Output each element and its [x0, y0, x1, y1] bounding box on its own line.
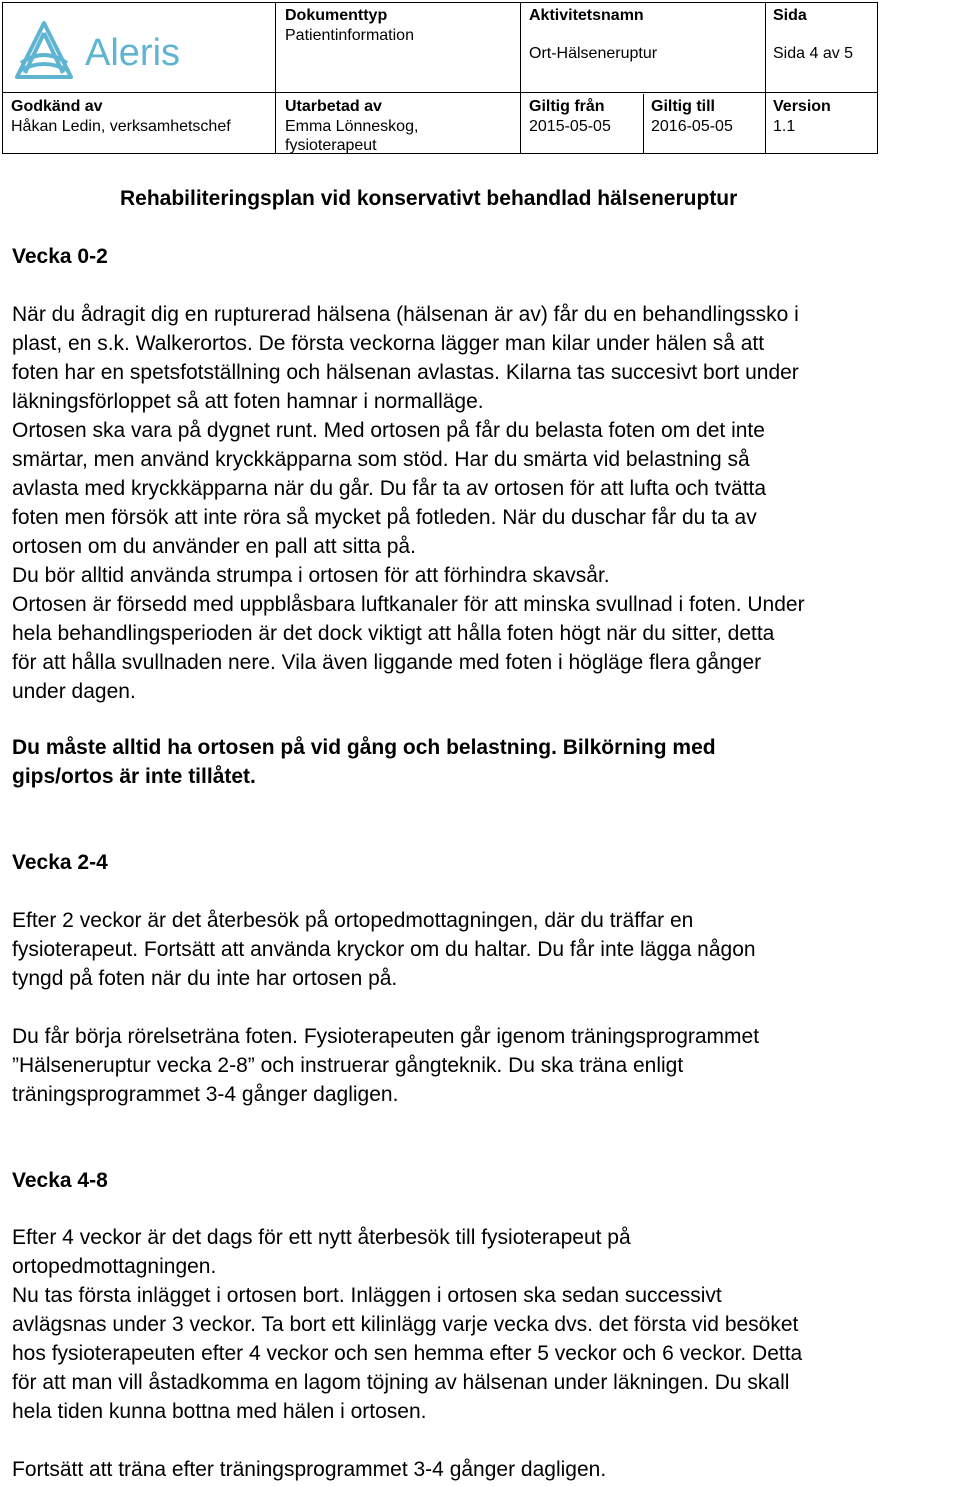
section-heading-week-0-2: Vecka 0-2 [12, 245, 108, 268]
page-label: Sida [773, 7, 807, 24]
paragraph-line: foten har en spetsfotställning och hälsenan avlastas. Kilarna tas succesivt bort under [12, 361, 799, 384]
author-value-name: Emma Lönneskog, [285, 118, 419, 135]
doc-type-value: Patientinformation [285, 27, 414, 44]
paragraph-line: Ortosen är försedd med uppblåsbara luftkanaler för att minska svullnad i foten. Under [12, 593, 805, 616]
divider [3, 92, 877, 93]
paragraph-line: ortosen om du använder en pall att sitta på. [12, 535, 416, 558]
paragraph-line: tyngd på foten när du inte har ortosen på. [12, 967, 398, 990]
valid-to-value: 2016-05-05 [651, 118, 733, 135]
paragraph-line: ortopedmottagningen. [12, 1255, 217, 1278]
activity-label: Aktivitetsnamn [529, 7, 644, 24]
divider [765, 3, 766, 153]
warning-line: gips/ortos är inte tillåtet. [12, 765, 256, 788]
paragraph-line: plast, en s.k. Walkerortos. De första veckorna lägger man kilar under hälen så att [12, 332, 765, 355]
document-title: Rehabiliteringsplan vid konservativt behandlad hälseneruptur [120, 187, 738, 210]
aleris-logo [11, 19, 271, 85]
version-value: 1.1 [773, 118, 796, 135]
activity-value: Ort-Hälseneruptur [529, 45, 658, 62]
paragraph-line: avlägsnas under 3 veckor. Ta bort ett kilinlägg varje vecka dvs. det första vid besöket [12, 1313, 799, 1336]
version-label: Version [773, 98, 831, 115]
author-value-title: fysioterapeut [285, 137, 377, 154]
divider [520, 3, 521, 153]
paragraph-line: smärtar, men använd kryckkäpparna som stöd. Har du smärta vid belastning så [12, 448, 750, 471]
doc-type-label: Dokumenttyp [285, 7, 388, 24]
paragraph-line: Ortosen ska vara på dygnet runt. Med ortosen på får du belasta foten om det inte [12, 419, 765, 442]
warning-line: Du måste alltid ha ortosen på vid gång och belastning. Bilkörning med [12, 736, 716, 759]
paragraph-line: under dagen. [12, 680, 136, 703]
paragraph-line: ”Hälseneruptur vecka 2-8” och instruerar gångteknik. Du ska träna enligt [12, 1054, 684, 1077]
aleris-logo-icon [11, 19, 77, 85]
paragraph-line: fysioterapeut. Fortsätt att använda kryckor om du haltar. Du får inte lägga någon [12, 938, 756, 961]
page-value: Sida 4 av 5 [773, 45, 854, 62]
paragraph-line: Fortsätt att träna efter träningsprogrammet 3-4 gånger dagligen. [12, 1458, 607, 1481]
paragraph-line: Nu tas första inlägget i ortosen bort. Inläggen i ortosen ska sedan successivt [12, 1284, 722, 1307]
paragraph-line: hos fysioterapeuten efter 4 veckor och sen hemma efter 5 veckor och 6 veckor. Detta [12, 1342, 803, 1365]
approved-label: Godkänd av [11, 98, 103, 115]
approved-value: Håkan Ledin, verksamhetschef [11, 118, 231, 135]
paragraph-line: för att man vill åstadkomma en lagom töjning av hälsenan under läkningen. Du skall [12, 1371, 790, 1394]
paragraph-line: läkningsförloppet så att foten hamnar i normalläge. [12, 390, 484, 413]
valid-from-value: 2015-05-05 [529, 118, 611, 135]
paragraph-line: foten men försök att inte röra så mycket på fotleden. När du duschar får du ta av [12, 506, 757, 529]
paragraph-line: Efter 2 veckor är det återbesök på ortopedmottagningen, där du träffar en [12, 909, 694, 932]
document-header [2, 2, 878, 154]
divider [275, 3, 276, 153]
paragraph-line: för att hålla svullnaden nere. Vila även liggande med foten i högläge flera gånger [12, 651, 762, 674]
paragraph-line: Du bör alltid använda strumpa i ortosen för att förhindra skavsår. [12, 564, 610, 587]
section-heading-week-2-4: Vecka 2-4 [12, 851, 108, 874]
valid-to-label: Giltig till [651, 98, 715, 115]
paragraph-line: avlasta med kryckkäpparna när du går. Du får ta av ortosen för att lufta och tvätta [12, 477, 767, 500]
paragraph-line: Du får börja rörelseträna foten. Fysioterapeuten går igenom träningsprogrammet [12, 1025, 760, 1048]
section-heading-week-4-8: Vecka 4-8 [12, 1169, 108, 1192]
logo-text: Aleris [85, 32, 181, 74]
paragraph-line: När du ådragit dig en rupturerad hälsena (hälsenan är av) får du en behandlingssko i [12, 303, 799, 326]
divider [643, 94, 644, 153]
author-label: Utarbetad av [285, 98, 382, 115]
valid-from-label: Giltig från [529, 98, 605, 115]
paragraph-line: hela behandlingsperioden är det dock viktigt att hålla foten högt när du sitter, detta [12, 622, 775, 645]
paragraph-line: hela tiden kunna bottna med hälen i ortosen. [12, 1400, 427, 1423]
paragraph-line: träningsprogrammet 3-4 gånger dagligen. [12, 1083, 399, 1106]
paragraph-line: Efter 4 veckor är det dags för ett nytt återbesök till fysioterapeut på [12, 1226, 631, 1249]
